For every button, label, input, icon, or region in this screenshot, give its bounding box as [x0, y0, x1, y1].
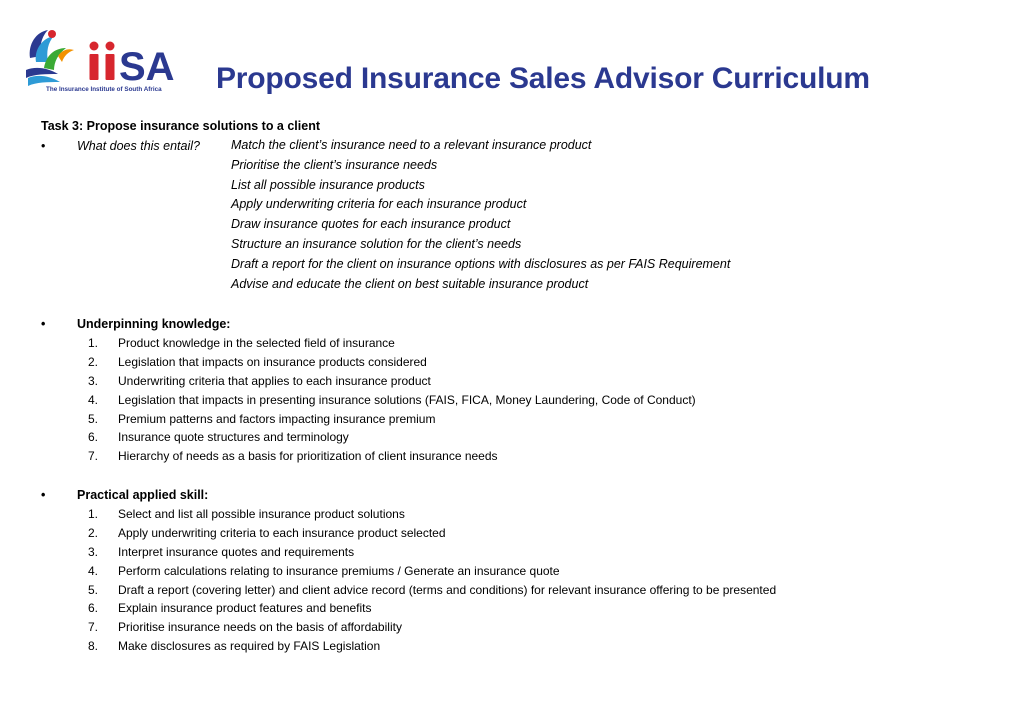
- list-item: [41, 543, 1001, 562]
- entail-item: List all possible insurance products: [231, 177, 425, 192]
- svg-text:SA: SA: [119, 45, 175, 89]
- item-number: 4.: [88, 563, 99, 578]
- item-number: 8.: [88, 639, 99, 654]
- underpinning-knowledge-section: [41, 315, 1001, 466]
- item-text: Make disclosures as required by FAIS Legislation: [118, 639, 381, 654]
- underpinning-heading: Underpinning knowledge:: [77, 317, 231, 331]
- item-text: Hierarchy of needs as a basis for prioritization of client insurance needs: [118, 449, 498, 464]
- entail-item: Structure an insurance solution for the client’s needs: [231, 236, 522, 251]
- underpinning-heading-row: [41, 315, 1001, 334]
- logo-wordmark: [90, 42, 175, 90]
- item-number: 3.: [88, 373, 99, 388]
- item-number: 2.: [88, 525, 99, 540]
- list-item: [41, 372, 1001, 391]
- item-text: Product knowledge in the selected field of insurance: [118, 336, 395, 350]
- list-item: [41, 428, 1001, 447]
- item-number: 4.: [88, 392, 99, 407]
- list-item: [41, 391, 1001, 410]
- entail-item: Apply underwriting criteria for each insurance product: [231, 197, 527, 212]
- item-number: 5.: [88, 411, 99, 426]
- item-number: 7.: [88, 449, 99, 464]
- entail-item: Prioritise the client’s insurance needs: [231, 157, 438, 172]
- item-text: Legislation that impacts on insurance products considered: [118, 354, 427, 369]
- item-text: Underwriting criteria that applies to each insurance product: [118, 373, 431, 388]
- list-item: [41, 581, 1001, 600]
- page-title: Proposed Insurance Sales Advisor Curriculum: [216, 62, 870, 95]
- practical-list: [41, 505, 1001, 656]
- item-text: Insurance quote structures and terminology: [118, 430, 349, 445]
- list-item: [41, 353, 1001, 372]
- bullet-marker: •: [41, 488, 46, 502]
- bullet-marker: •: [41, 139, 46, 153]
- list-item: [41, 637, 1001, 656]
- item-number: 6.: [88, 601, 99, 616]
- entail-section: [41, 136, 1001, 291]
- list-item: [41, 562, 1001, 581]
- iisa-logo-graphic: [22, 24, 204, 96]
- curriculum-content: [41, 116, 1001, 654]
- item-number: 2.: [88, 354, 99, 369]
- list-item: [41, 410, 1001, 429]
- logo-swoosh-icon: [26, 30, 74, 86]
- item-number: 6.: [88, 430, 99, 445]
- bullet-marker: •: [41, 317, 46, 331]
- practical-heading: Practical applied skill:: [77, 488, 209, 502]
- item-number: 7.: [88, 620, 99, 635]
- item-number: 1.: [88, 507, 99, 521]
- list-item: [41, 334, 1001, 353]
- iisa-logo: [22, 24, 204, 96]
- entail-list: [231, 136, 730, 294]
- practical-heading-row: [41, 486, 1001, 505]
- list-item: [41, 599, 1001, 618]
- list-item: [41, 447, 1001, 466]
- item-text: Explain insurance product features and benefits: [118, 601, 372, 616]
- logo-tagline: The Insurance Institute of South Africa: [46, 86, 162, 93]
- item-number: 1.: [88, 336, 99, 350]
- item-number: 3.: [88, 544, 99, 559]
- entail-item: Draw insurance quotes for each insurance product: [231, 217, 511, 232]
- task-heading: Task 3: Propose insurance solutions to a client: [41, 119, 321, 133]
- item-text: Perform calculations relating to insurance premiums / Generate an insurance quote: [118, 563, 560, 578]
- item-text: Select and list all possible insurance product solutions: [118, 507, 405, 521]
- item-text: Interpret insurance quotes and requirements: [118, 544, 355, 559]
- entail-item: Match the client’s insurance need to a relevant insurance product: [231, 138, 592, 152]
- item-text: Legislation that impacts in presenting insurance solutions (FAIS, FICA, Money Laundering, Code of Conduct): [118, 392, 696, 407]
- list-item: [41, 505, 1001, 524]
- item-text: Draft a report (covering letter) and client advice record (terms and conditions) for relevant insurance offering to be presented: [118, 582, 777, 597]
- underpinning-list: [41, 334, 1001, 466]
- entail-item: Advise and educate the client on best suitable insurance product: [231, 276, 589, 291]
- entail-item: Draft a report for the client on insurance options with disclosures as per FAIS Requirement: [231, 256, 731, 271]
- list-item: [41, 524, 1001, 543]
- item-text: Apply underwriting criteria to each insurance product selected: [118, 525, 446, 540]
- practical-skill-section: [41, 486, 1001, 656]
- list-item: [41, 618, 1001, 637]
- item-text: Prioritise insurance needs on the basis of affordability: [118, 620, 402, 635]
- item-number: 5.: [88, 582, 99, 597]
- item-text: Premium patterns and factors impacting insurance premium: [118, 411, 436, 426]
- entail-label: What does this entail?: [77, 139, 200, 153]
